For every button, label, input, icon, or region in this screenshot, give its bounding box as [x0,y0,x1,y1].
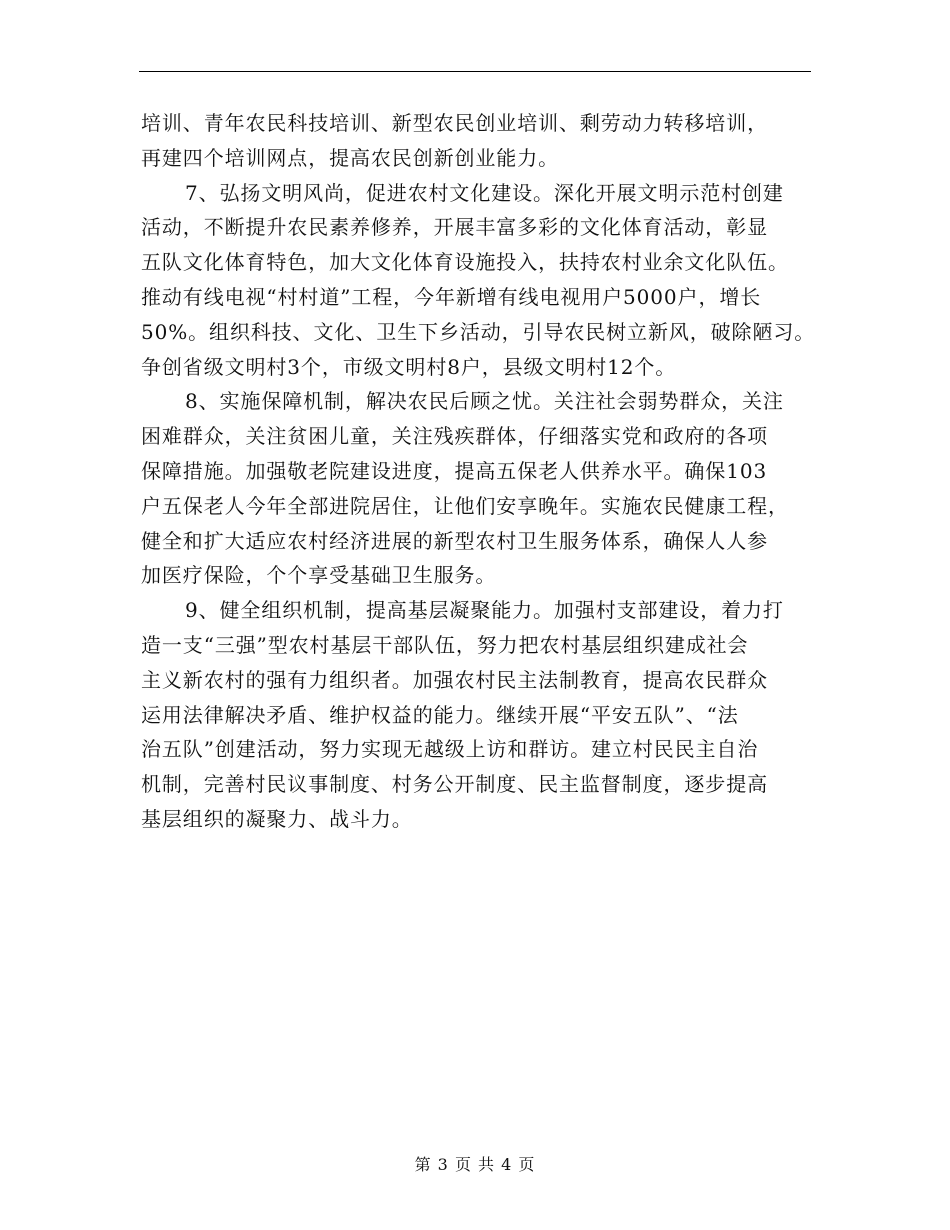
paragraph-line: 加医疗保险，个个享受基础卫生服务。 [141,563,497,588]
paragraph-line: 再建四个培训网点，提高农民创新创业能力。 [141,145,559,170]
page-number: 第 3 页 共 4 页 [414,1155,536,1174]
paragraph-line: 推动有线电视“村村道”工程，今年新增有线电视用户5000户，增长 [141,284,762,309]
paragraph-line: 主义新农村的强有力组织者。加强农村民主法制教育，提高农民群众 [141,667,768,692]
paragraph-line: 活动，不断提升农民素养修养，开展丰富多彩的文化体育活动，彰显 [141,215,768,240]
document-body [141,106,821,837]
paragraph-line: 培训、青年农民科技培训、新型农民创业培训、剩劳动力转移培训， [141,111,768,135]
paragraph-line: 基层组织的凝聚力、战斗力。 [141,806,413,831]
paragraph-line: 户五保老人今年全部进院居住，让他们安享晚年。实施农民健康工程， [141,493,789,518]
paragraph-line: 机制，完善村民议事制度、村务公开制度、民主监督制度，逐步提高 [141,772,768,797]
paragraph-line: 健全和扩大适应农村经济进展的新型农村卫生服务体系，确保人人参 [141,528,768,553]
paragraph-line: 造一支“三强”型农村基层干部队伍，努力把农村基层组织建成社会 [141,632,749,657]
paragraph-start-line: 7、弘扬文明风尚，促进农村文化建设。深化开展文明示范村创建 [185,180,784,205]
paragraph-line: 保障措施。加强敬老院建设进度，提高五保老人供养水平。确保103 [141,458,768,483]
paragraph-line: 困难群众，关注贫困儿童，关注残疾群体，仔细落实党和政府的各项 [141,424,768,449]
paragraph-line: 五队文化体育特色，加大文化体育设施投入，扶持农村业余文化队伍。 [141,250,789,275]
paragraph-line: 运用法律解决矛盾、维护权益的能力。继续开展“平安五队”、“法 [141,702,739,727]
paragraph-start-line: 9、健全组织机制，提高基层凝聚能力。加强村支部建设，着力打 [185,598,784,623]
paragraph-line: 50%。组织科技、文化、卫生下乡活动，引导农民树立新风，破除陋习。 [141,319,816,344]
paragraph-line: 治五队”创建活动，努力实现无越级上访和群访。建立村民民主自治 [141,737,759,762]
paragraph-line: 争创省级文明村3个，市级文明村8户，县级文明村12个。 [141,354,677,379]
header-rule [139,71,811,72]
page-footer [0,1152,950,1175]
paragraph-start-line: 8、实施保障机制，解决农民后顾之忧。关注社会弱势群众，关注 [185,389,784,414]
